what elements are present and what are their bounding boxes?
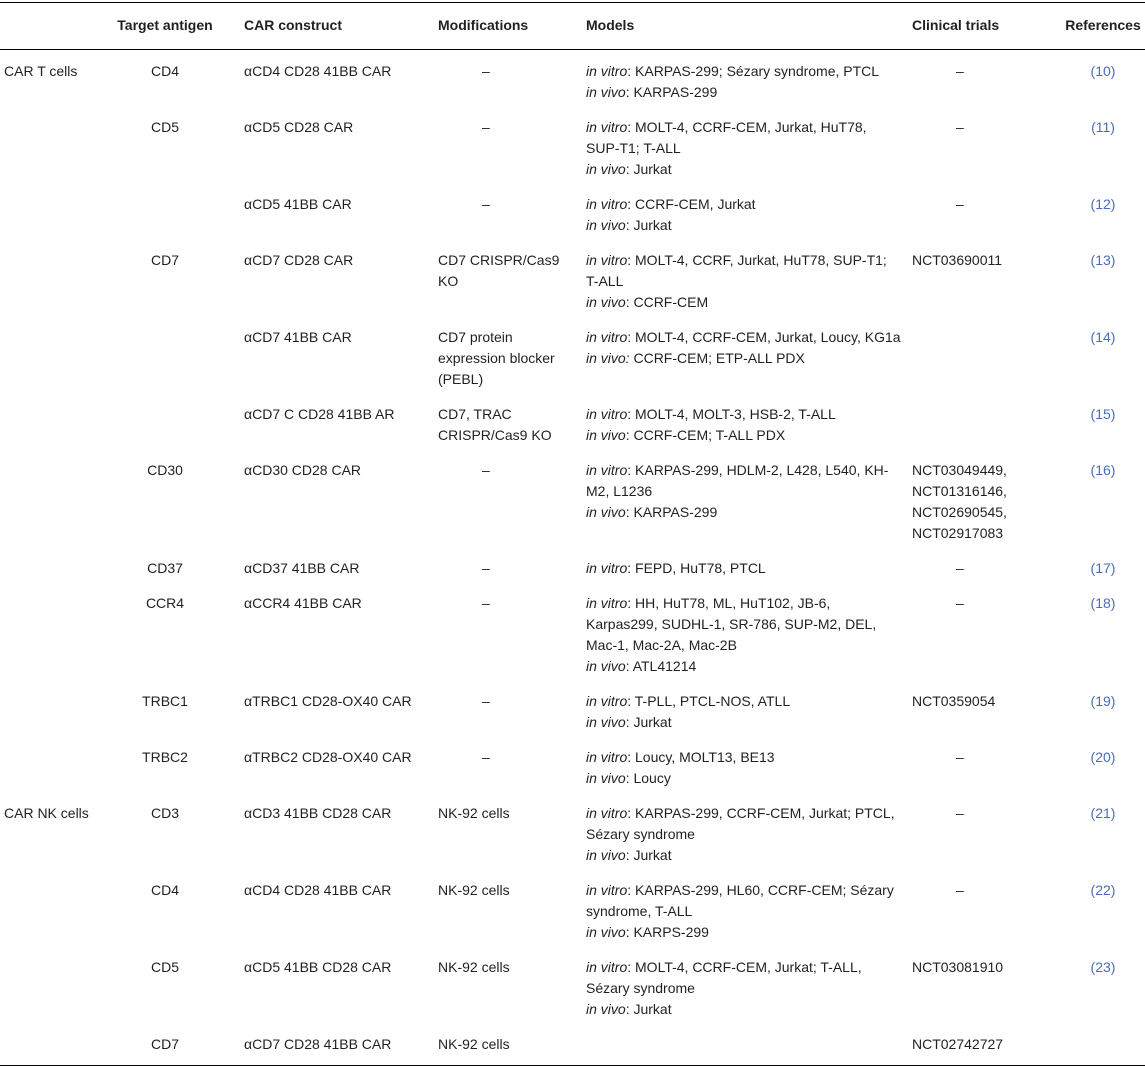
model-text: : MOLT-4, CCRF-CEM, Jurkat; T-ALL, Sézary syndrome: [586, 959, 862, 996]
model-entry: [586, 691, 902, 712]
cell-car-construct: αCD4 CD28 41BB CAR: [244, 63, 392, 79]
modifications-text: NK-92 cells: [438, 1036, 510, 1052]
clinical-trial-id: NCT0359054: [912, 693, 996, 709]
model-entry: [586, 593, 902, 656]
cell-reference: [1041, 398, 1145, 454]
cell-modifications: [432, 741, 580, 797]
cell-models: [580, 685, 908, 741]
model-label: in vivo: [586, 217, 626, 233]
model-entry: [586, 656, 902, 677]
model-label: in vitro: [586, 329, 628, 345]
model-entry: [586, 292, 902, 313]
cell-cell-group: [0, 454, 108, 552]
reference-link[interactable]: (22): [1090, 882, 1116, 898]
cell-target-antigen: [108, 188, 232, 244]
cell-models: [580, 188, 908, 244]
model-entry: [586, 957, 902, 999]
clinical-trial-id: –: [956, 595, 964, 611]
cell-cell-group: [0, 111, 108, 188]
cell-car-construct: αTRBC2 CD28-OX40 CAR: [244, 749, 412, 765]
model-entry: [586, 82, 902, 103]
model-text: CCRF-CEM; ETP-ALL PDX: [629, 350, 805, 366]
model-entry: [586, 117, 902, 159]
header-cell-modifications: Modifications: [432, 3, 580, 50]
cell-target-antigen: [108, 321, 232, 398]
cell-clinical-trials: [908, 797, 1041, 874]
cell-models: [580, 321, 908, 398]
table-row: [0, 1028, 1145, 1066]
model-label: in vitro: [586, 196, 628, 212]
cell-cell-group: [0, 552, 108, 587]
reference-link[interactable]: (19): [1090, 693, 1116, 709]
model-text: : T-PLL, PTCL-NOS, ATLL: [627, 693, 791, 709]
model-text: : KARPAS-299: [625, 84, 718, 100]
cell-reference: [1041, 454, 1145, 552]
model-entry: [586, 502, 902, 523]
model-entry: [586, 880, 902, 922]
model-text: : CCRF-CEM: [625, 294, 709, 310]
model-entry: [586, 803, 902, 845]
table-row: [0, 552, 1145, 587]
cell-clinical-trials: [908, 50, 1041, 112]
cell-modifications: [432, 951, 580, 1028]
table-body: [0, 50, 1145, 1066]
cell-clinical-trials: [908, 1028, 1041, 1066]
model-entry: [586, 845, 902, 866]
reference-link[interactable]: (13): [1090, 252, 1116, 268]
clinical-trial-id: NCT03049449,: [912, 462, 1007, 478]
model-label: in vitro: [586, 252, 628, 268]
cell-clinical-trials: [908, 454, 1041, 552]
cell-cell-group: [0, 321, 108, 398]
clinical-trial-id: –: [956, 560, 964, 576]
table-row: [0, 111, 1145, 188]
cell-target-antigen: CD3: [150, 805, 179, 821]
model-text: : MOLT-4, CCRF-CEM, Jurkat, Loucy, KG1a: [627, 329, 901, 345]
modifications-text: –: [482, 749, 490, 765]
modifications-text: –: [482, 196, 490, 212]
cell-target-antigen: [108, 398, 232, 454]
model-text: : Loucy, MOLT13, BE13: [627, 749, 775, 765]
cell-car-construct: αCD5 CD28 CAR: [244, 119, 354, 135]
model-label: in vitro: [586, 560, 628, 576]
model-label: in vivo: [586, 504, 626, 520]
cell-target-antigen: CD5: [150, 959, 179, 975]
model-text: : Jurkat: [625, 847, 672, 863]
model-label: in vitro: [586, 749, 628, 765]
header-cell-target-antigen: Target antigen: [108, 3, 232, 50]
modifications-text: –: [482, 119, 490, 135]
modifications-text: CD7 CRISPR/Cas9 KO: [438, 252, 560, 289]
cell-reference: [1041, 111, 1145, 188]
cell-clinical-trials: [908, 111, 1041, 188]
model-label: in vivo: [586, 294, 626, 310]
cell-modifications: [432, 398, 580, 454]
model-text: : KARPS-299: [625, 924, 709, 940]
reference-link[interactable]: (20): [1090, 749, 1116, 765]
model-entry: [586, 768, 902, 789]
model-text: : ATL41214: [625, 658, 697, 674]
model-label: in vitro: [586, 882, 628, 898]
cell-car-construct: αCD3 41BB CD28 CAR: [244, 805, 392, 821]
cell-car-construct: αCD5 41BB CAR: [244, 196, 352, 212]
table-row: [0, 874, 1145, 951]
clinical-trial-id: NCT01316146,: [912, 483, 1007, 499]
model-entry: [586, 922, 902, 943]
model-label: in vivo:: [586, 350, 630, 366]
clinical-trial-id: NCT03081910: [912, 959, 1004, 975]
table-row: [0, 797, 1145, 874]
cell-car-construct: αCD4 CD28 41BB CAR: [244, 882, 392, 898]
cell-clinical-trials: [908, 244, 1041, 321]
reference-link[interactable]: (18): [1090, 595, 1116, 611]
cell-cell-group: [0, 188, 108, 244]
model-text: : KARPAS-299: [625, 504, 718, 520]
model-label: in vitro: [586, 462, 628, 478]
model-text: : CCRF-CEM; T-ALL PDX: [625, 427, 786, 443]
model-text: : MOLT-4, MOLT-3, HSB-2, T-ALL: [627, 406, 836, 422]
header-cell-car-construct: CAR construct: [232, 3, 432, 50]
model-entry: [586, 425, 902, 446]
cell-car-construct: αCD7 41BB CAR: [244, 329, 352, 345]
reference-link[interactable]: (21): [1090, 805, 1116, 821]
model-entry: [586, 747, 902, 768]
model-entry: [586, 712, 902, 733]
cell-reference: [1041, 741, 1145, 797]
clinical-trial-id: NCT02742727: [912, 1036, 1004, 1052]
model-entry: [586, 194, 902, 215]
table-row: [0, 188, 1145, 244]
modifications-text: –: [482, 63, 490, 79]
clinical-trial-id: NCT02917083: [912, 525, 1004, 541]
model-entry: [586, 558, 902, 579]
model-text: : FEPD, HuT78, PTCL: [627, 560, 766, 576]
cell-reference: [1041, 244, 1145, 321]
cell-reference: [1041, 797, 1145, 874]
table-row: [0, 741, 1145, 797]
model-label: in vivo: [586, 161, 626, 177]
cell-modifications: [432, 587, 580, 685]
model-text: : Jurkat: [625, 1001, 672, 1017]
cell-target-antigen: TRBC2: [142, 749, 188, 765]
cell-car-construct: αCCR4 41BB CAR: [244, 595, 362, 611]
table-header: [0, 3, 1145, 50]
cell-target-antigen: CD5: [150, 119, 179, 135]
cell-models: [580, 244, 908, 321]
cell-modifications: [432, 188, 580, 244]
modifications-text: –: [482, 462, 490, 478]
cell-reference: [1041, 874, 1145, 951]
model-label: in vivo: [586, 847, 626, 863]
cell-models: [580, 398, 908, 454]
model-entry: [586, 61, 902, 82]
cell-modifications: [432, 552, 580, 587]
cell-cell-group: CAR NK cells: [4, 805, 89, 821]
cell-reference: [1041, 188, 1145, 244]
table-row: [0, 587, 1145, 685]
model-entry: [586, 348, 902, 369]
header-cell-group: [0, 3, 108, 50]
reference-link[interactable]: (15): [1090, 406, 1116, 422]
model-text: : CCRF-CEM, Jurkat: [627, 196, 756, 212]
cell-cell-group: [0, 685, 108, 741]
cell-modifications: [432, 111, 580, 188]
cell-clinical-trials: [908, 685, 1041, 741]
cell-cell-group: [0, 951, 108, 1028]
cell-cell-group: [0, 398, 108, 454]
model-text: : Jurkat: [625, 217, 672, 233]
model-entry: [586, 327, 902, 348]
cell-models: [580, 1028, 908, 1066]
clinical-trial-id: –: [956, 805, 964, 821]
table-row: [0, 244, 1145, 321]
clinical-trial-id: NCT03690011: [912, 252, 1003, 268]
clinical-trial-id: –: [956, 119, 964, 135]
model-text: : KARPAS-299, HL60, CCRF-CEM; Sézary syndrome, T-ALL: [586, 882, 894, 919]
cell-modifications: [432, 1028, 580, 1066]
cell-models: [580, 552, 908, 587]
cell-cell-group: [0, 244, 108, 321]
cell-modifications: [432, 685, 580, 741]
model-text: : MOLT-4, CCRF, Jurkat, HuT78, SUP-T1; T-ALL: [586, 252, 887, 289]
model-label: in vivo: [586, 770, 626, 786]
cell-models: [580, 951, 908, 1028]
cell-car-construct: αCD30 CD28 CAR: [244, 462, 362, 478]
cell-car-construct: αCD7 CD28 41BB CAR: [232, 1028, 432, 1066]
cell-car-construct: αCD7 C CD28 41BB AR: [244, 406, 395, 422]
modifications-text: –: [482, 595, 490, 611]
table-row: [0, 685, 1145, 741]
cell-car-construct: αTRBC1 CD28-OX40 CAR: [244, 693, 412, 709]
model-label: in vitro: [586, 693, 628, 709]
cell-reference: [1041, 685, 1145, 741]
cell-car-construct: αCD37 41BB CAR: [244, 560, 360, 576]
cell-modifications: [432, 244, 580, 321]
header-cell-models: Models: [580, 3, 908, 50]
cell-target-antigen: TRBC1: [142, 693, 188, 709]
model-label: in vitro: [586, 805, 628, 821]
reference-link[interactable]: (23): [1090, 959, 1116, 975]
reference-link[interactable]: (17): [1090, 560, 1116, 576]
cell-cell-group: [0, 1028, 108, 1066]
reference-link[interactable]: (14): [1090, 329, 1116, 345]
cell-clinical-trials: [908, 398, 1041, 454]
table-row: [0, 50, 1145, 112]
cell-clinical-trials: [908, 951, 1041, 1028]
modifications-text: NK-92 cells: [438, 882, 510, 898]
model-label: in vitro: [586, 959, 628, 975]
model-label: in vivo: [586, 427, 626, 443]
modifications-text: CD7 protein expression blocker (PEBL): [438, 329, 555, 387]
cell-clinical-trials: [908, 321, 1041, 398]
clinical-trial-id: –: [956, 882, 964, 898]
model-entry: [586, 404, 902, 425]
model-entry: [586, 999, 902, 1020]
model-label: in vitro: [586, 63, 628, 79]
cell-clinical-trials: [908, 587, 1041, 685]
cell-models: [580, 741, 908, 797]
cell-models: [580, 797, 908, 874]
model-label: in vivo: [586, 924, 626, 940]
cell-models: [580, 111, 908, 188]
table-row: [0, 951, 1145, 1028]
model-label: in vivo: [586, 84, 626, 100]
cell-clinical-trials: [908, 874, 1041, 951]
cell-modifications: [432, 50, 580, 112]
model-label: in vivo: [586, 714, 626, 730]
cell-car-construct: αCD5 41BB CD28 CAR: [244, 959, 392, 975]
model-label: in vitro: [586, 119, 628, 135]
cell-reference: [1041, 587, 1145, 685]
model-text: : Jurkat: [625, 161, 672, 177]
model-text: : HH, HuT78, ML, HuT102, JB-6, Karpas299, SUDHL-1, SR-786, SUP-M2, DEL, Mac-1, Mac-2A, Mac-2B: [586, 595, 877, 653]
model-text: : MOLT-4, CCRF-CEM, Jurkat, HuT78, SUP-T1; T-ALL: [586, 119, 867, 156]
cell-reference: [1041, 951, 1145, 1028]
cell-target-antigen: CD4: [150, 882, 179, 898]
model-entry: [586, 159, 902, 180]
model-text: : Jurkat: [625, 714, 672, 730]
clinical-trial-id: –: [956, 749, 964, 765]
cell-target-antigen: CD7: [108, 1028, 232, 1066]
model-label: in vivo: [586, 658, 626, 674]
clinical-trial-id: –: [956, 63, 964, 79]
cell-target-antigen: CD7: [150, 252, 179, 268]
model-label: in vivo: [586, 1001, 626, 1017]
clinical-trial-id: –: [956, 196, 964, 212]
reference-link[interactable]: (10): [1090, 63, 1116, 79]
header-row: [0, 3, 1145, 50]
cell-clinical-trials: [908, 741, 1041, 797]
cell-cell-group: [0, 874, 108, 951]
cell-clinical-trials: [908, 552, 1041, 587]
cell-reference: [1041, 321, 1145, 398]
model-text: : KARPAS-299, CCRF-CEM, Jurkat; PTCL, Sézary syndrome: [586, 805, 895, 842]
cell-modifications: [432, 797, 580, 874]
cell-models: [580, 454, 908, 552]
model-text: : KARPAS-299; Sézary syndrome, PTCL: [627, 63, 880, 79]
model-entry: [586, 460, 902, 502]
cell-models: [580, 874, 908, 951]
cell-cell-group: CAR T cells: [4, 63, 78, 79]
cell-reference: [1041, 50, 1145, 112]
modifications-text: NK-92 cells: [438, 959, 510, 975]
cell-modifications: [432, 874, 580, 951]
clinical-trial-id: NCT02690545,: [912, 504, 1007, 520]
reference-link[interactable]: (12): [1090, 196, 1116, 212]
model-text: : KARPAS-299, HDLM-2, L428, L540, KH-M2, L1236: [586, 462, 889, 499]
table-row: [0, 321, 1145, 398]
cell-modifications: [432, 454, 580, 552]
model-label: in vitro: [586, 406, 628, 422]
model-label: in vitro: [586, 595, 628, 611]
table-row: [0, 454, 1145, 552]
cell-modifications: [432, 321, 580, 398]
model-text: : Loucy: [625, 770, 671, 786]
car-cell-table: [0, 2, 1145, 1066]
reference-link[interactable]: (16): [1090, 462, 1116, 478]
modifications-text: –: [482, 693, 490, 709]
cell-clinical-trials: [908, 188, 1041, 244]
cell-car-construct: αCD7 CD28 CAR: [244, 252, 354, 268]
cell-models: [580, 587, 908, 685]
cell-target-antigen: CCR4: [145, 595, 185, 611]
modifications-text: NK-92 cells: [438, 805, 510, 821]
modifications-text: CD7, TRAC CRISPR/Cas9 KO: [438, 406, 552, 443]
cell-reference: [1041, 1028, 1145, 1066]
header-cell-references: References: [1041, 3, 1145, 50]
cell-reference: [1041, 552, 1145, 587]
model-entry: [586, 250, 902, 292]
cell-target-antigen: CD37: [147, 560, 183, 576]
modifications-text: –: [482, 560, 490, 576]
cell-cell-group: [0, 741, 108, 797]
cell-models: [580, 50, 908, 112]
reference-link[interactable]: (11): [1091, 119, 1115, 135]
cell-target-antigen: CD30: [147, 462, 183, 478]
cell-target-antigen: CD4: [150, 63, 179, 79]
table-row: [0, 398, 1145, 454]
cell-cell-group: [0, 587, 108, 685]
model-entry: [586, 215, 902, 236]
header-cell-clinical-trials: Clinical trials: [908, 3, 1041, 50]
